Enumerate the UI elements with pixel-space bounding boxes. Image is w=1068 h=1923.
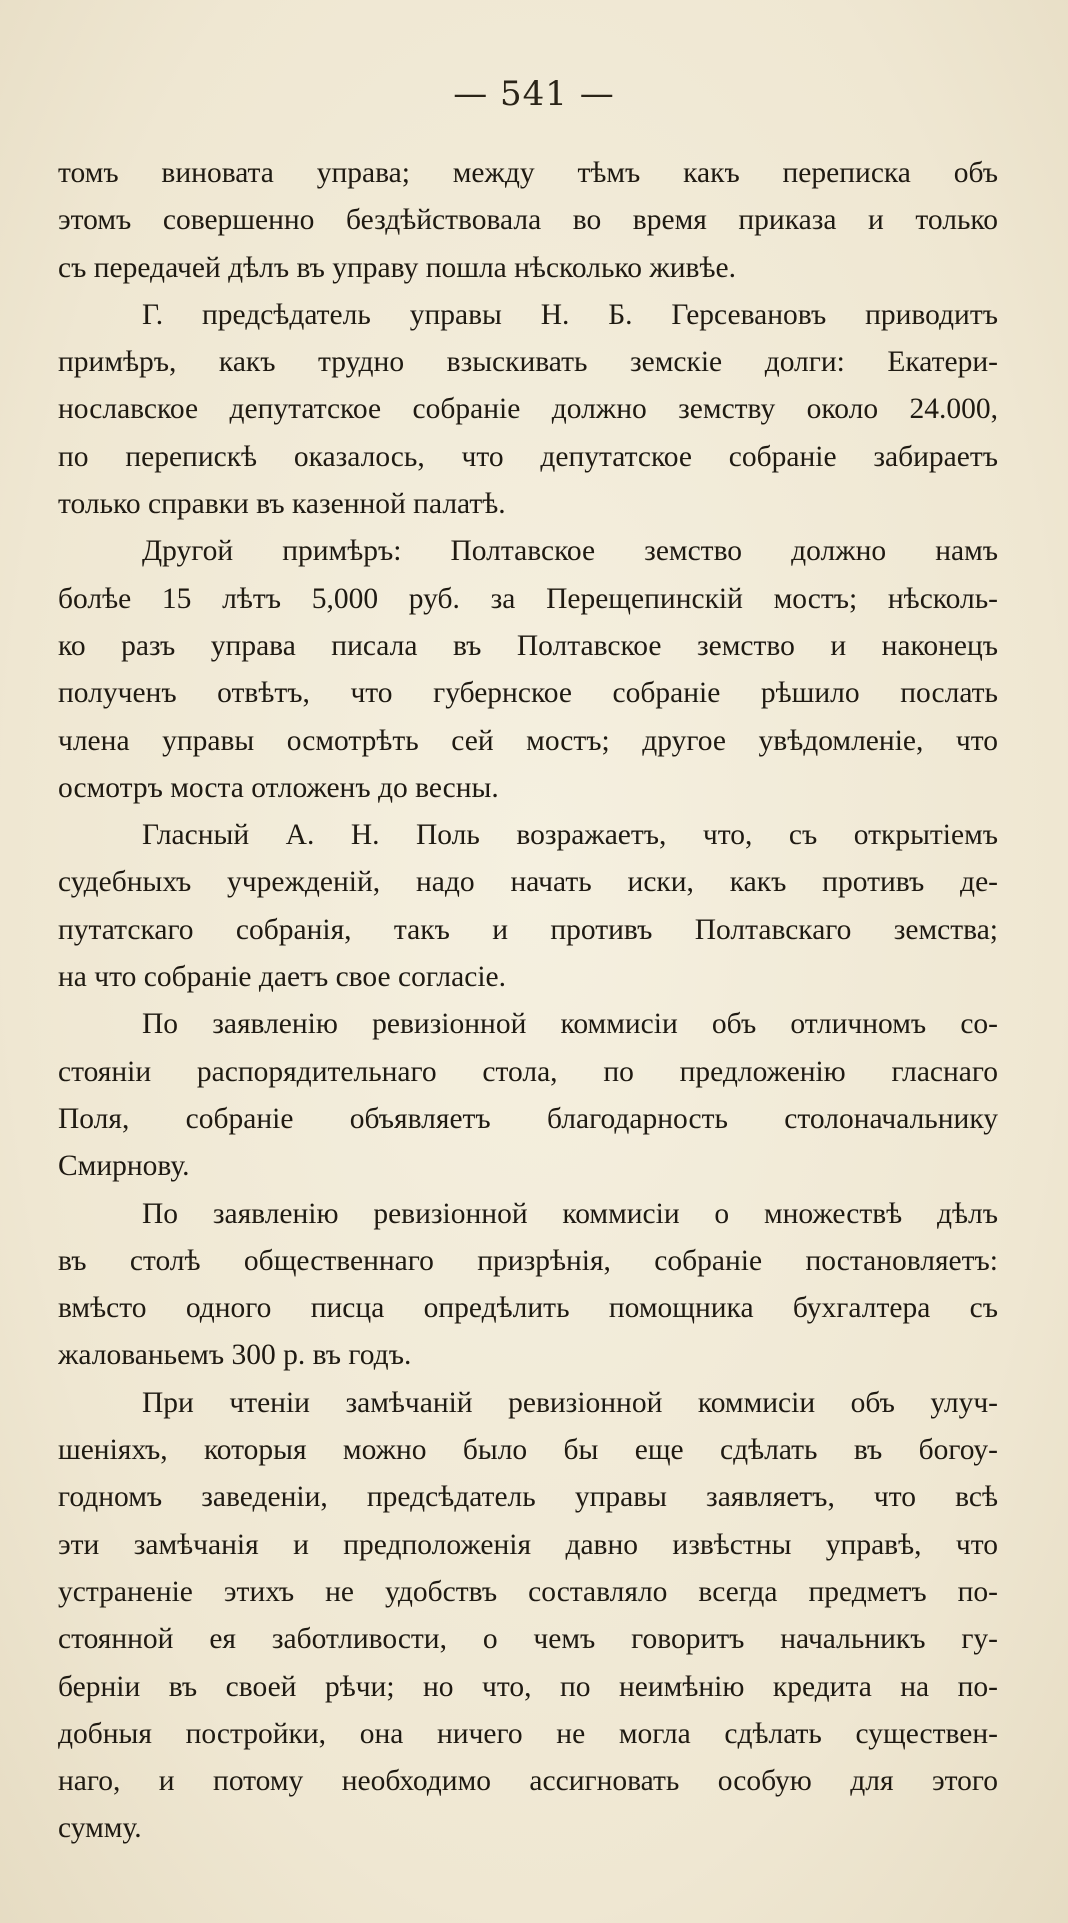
text-line: путатскаго собранія, такъ и противъ Полтавскаго земства; <box>58 913 998 946</box>
text-line: устраненіе этихъ не удобствъ составляло всегда предметъ по- <box>58 1575 998 1608</box>
text-line: наго, и потому необходимо ассигновать особую для этого <box>58 1765 998 1798</box>
text-line: добныя постройки, она ничего не могла сдѣлать существен- <box>58 1717 998 1750</box>
text-line: только справки въ казенной палатѣ. <box>58 488 506 521</box>
text-line: примѣръ, какъ трудно взыскивать земскіе долги: Екатери- <box>58 346 998 379</box>
page-number: — 541 — <box>453 74 615 114</box>
text-line: томъ виновата управа; между тѣмъ какъ переписка объ <box>58 157 998 189</box>
text-line: осмотръ моста отложенъ до весны. <box>58 771 499 804</box>
text-line: этомъ совершенно бездѣйствовала во время приказа и только <box>58 204 998 237</box>
text-line: По заявленію ревизіонной коммисіи о множествѣ дѣлъ <box>142 1197 998 1230</box>
text-line: При чтеніи замѣчаній ревизіонной коммисіи объ улуч- <box>142 1386 998 1419</box>
text-line: По заявленію ревизіонной коммисіи объ отличномъ со- <box>142 1008 998 1041</box>
text-line: шеніяхъ, которыя можно было бы еще сдѣлать въ богоу- <box>58 1434 998 1467</box>
text-line: Г. предсѣдатель управы Н. Б. Герсевановъ приводитъ <box>142 298 998 331</box>
text-line: члена управы осмотрѣть сей мостъ; другое увѣдомленіе, что <box>58 724 998 757</box>
text-line: Гласный А. Н. Поль возражаетъ, что, съ открытіемъ <box>142 819 998 852</box>
text-line: стоянной ея заботливости, о чемъ говоритъ начальникъ гу- <box>58 1623 998 1656</box>
text-line: болѣе 15 лѣтъ 5,000 руб. за Перещепинскій мостъ; нѣсколь- <box>58 582 998 615</box>
text-line: сумму. <box>58 1812 142 1845</box>
text-line: по перепискѣ оказалось, что депутатское собраніе забираетъ <box>58 440 998 473</box>
body-text <box>58 150 998 1853</box>
text-line: Поля, собраніе объявляетъ благодарность столоначальнику <box>58 1102 998 1135</box>
text-line: на что собраніе даетъ свое согласіе. <box>58 961 507 994</box>
text-line: годномъ заведеніи, предсѣдатель управы заявляетъ, что всѣ <box>58 1481 998 1514</box>
text-line: берніи въ своей рѣчи; но что, по неимѣнію кредита на по- <box>58 1670 998 1703</box>
text-line: Смирнову. <box>58 1150 190 1183</box>
text-line: ко разъ управа писала въ Полтавское земство и наконецъ <box>58 629 998 662</box>
text-line: эти замѣчанія и предположенія давно извѣстны управѣ, что <box>58 1528 998 1561</box>
text-line: Другой примѣръ: Полтавское земство должно намъ <box>142 535 998 568</box>
text-line: полученъ отвѣтъ, что губернское собраніе рѣшило послать <box>58 677 998 710</box>
text-line: стояніи распорядительнаго стола, по предложенію гласнаго <box>58 1055 998 1088</box>
text-line: нославское депутатское собраніе должно земству около 24.000, <box>58 393 998 426</box>
text-line: въ столѣ общественнаго призрѣнія, собраніе постановляетъ: <box>58 1244 998 1277</box>
text-line: съ передачей дѣлъ въ управу пошла нѣсколько живѣе. <box>58 251 736 284</box>
text-line: судебныхъ учрежденій, надо начать иски, какъ противъ де- <box>58 866 998 899</box>
text-line: вмѣсто одного писца опредѣлить помощника бухгалтера съ <box>58 1292 998 1325</box>
text-line: жалованьемъ 300 р. въ годъ. <box>58 1339 412 1372</box>
